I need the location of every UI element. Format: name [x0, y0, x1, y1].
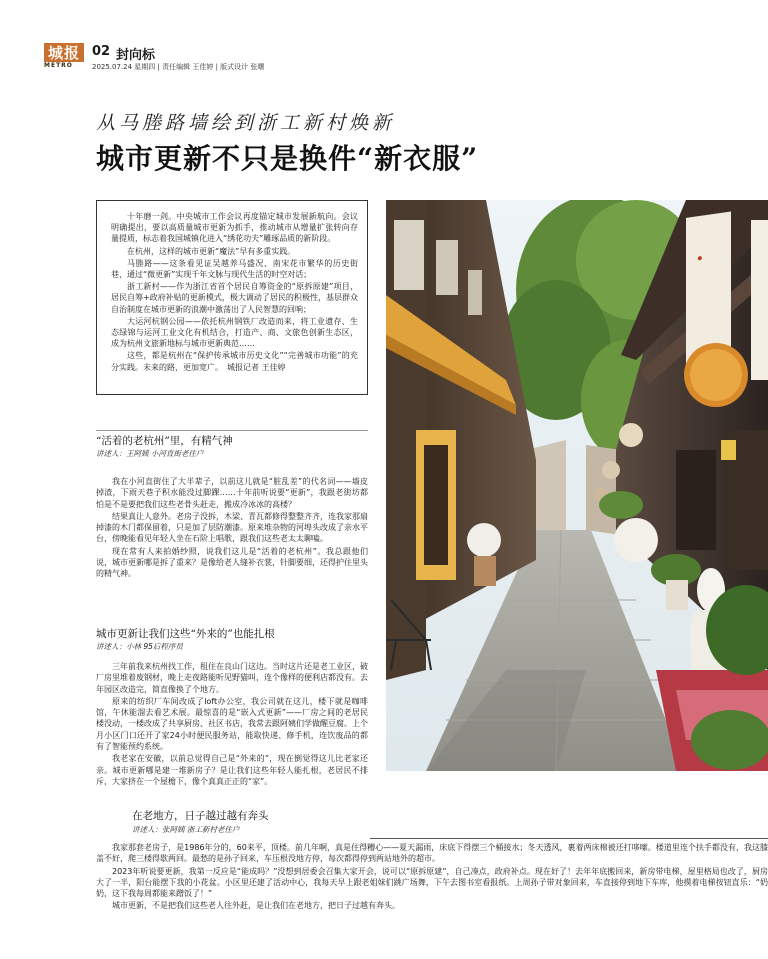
masthead-logo [44, 43, 84, 69]
section3-speaker: 讲述人：张阿姨 浙工新村老住户 [132, 825, 240, 834]
section1-paragraph: 现在常有人来拍婚纱照，说我们这儿是“活着的老杭州”。我总跟他们说，城市更新哪是拆了重来？是像给老人缝补衣裳，针脚要细，还得护住里头的精气神。 [96, 546, 368, 579]
section3-paragraph: 2023年听说要更新，我第一反应是“能成吗？”没想到居委会召集大家开会，说可以“原拆原建”，自己凑点，政府补点。现在好了！去年年底搬回来，新房带电梯，屋里格局也改了，厨房大了一半，阳台能摆下我的小花盆。小区里还建了活动中心，我每天早上跟老姐妹们跳广场舞，下午去图书室看报纸。上周孙子带对象回来，车直接停到地下车库，他摸着电梯按钮直乐：“奶奶，这下我每周都能来蹭饭了！” [96, 866, 768, 899]
logo-text: 城报 [47, 44, 80, 62]
section2-title: 城市更新让我们这些“外来的”也能扎根 [96, 628, 275, 640]
section2-paragraph: 原来的纺织厂车间改成了loft办公室，我公司就在这儿，楼下就是咖啡馆，午休能溜去看艺术展。最惊喜的是“嵌入式更新”——厂房之间的老居民楼没动，一楼改成了共享厨房、社区书店，我常去跟阿姨们学做醒豆腐。上个月小区门口还开了家24小时便民服务站，能取快递、修手机，连饮废品的都有了智能预约系统。 [96, 696, 368, 752]
section1-speaker: 讲述人：王阿姨 小河直街老住户 [96, 449, 204, 458]
kicker-title: 从马塍路墙绘到浙工新村焕新 [96, 112, 396, 134]
street-photo-illustration [386, 200, 768, 771]
section3-rule [370, 838, 768, 839]
issue-line: 2025.07.24 星期四 | 责任编辑 王佳婷 | 版式设计 张曙 [92, 63, 265, 71]
section1-paragraph: 结果真让人意外。老房子没拆，木梁、青瓦都修得整整齐齐，连我家那扇掉漆的木门都保留着，只是加了层防潮漆。原来堆杂物的河埠头改成了亲水平台，傍晚能看见年轻人坐在石阶上唱歌，跟我们这些老太太聊嗑。 [96, 511, 368, 544]
intro-paragraph: 在杭州，这样的城市更新“魔法”早有多重实践。 [127, 246, 296, 256]
intro-paragraph: 浙工新村——作为浙江省首个居民自筹资金的“原拆原建”项目，居民自筹+政府补贴的更新模式，极大调动了居民的积极性，基层群众自治制度在城市更新的浪潮中激荡出了人民智慧的回响； [111, 282, 358, 314]
intro-paragraph: 大运河杭钢公园——依托杭州钢铁厂改造而来，将工业遗存、生态绿锦与运河工业文化有机结合，打造产、商、文旅色创新生态区，成为杭州文旅新地标与城市更新典范…… [111, 316, 358, 349]
section3-title: 在老地方，日子越过越有奔头 [132, 810, 269, 822]
intro-paragraph: 十年磨一剑。中央城市工作会议再度锚定城市发展新航向。会议明确提出，要以高质量城市更新为抓手，推动城市从增量扩张转向存量提质，标志着我国城镇化进入“绣花功夫”雕琢品质的新阶段。 [111, 212, 358, 244]
logo-sub: METRO [44, 62, 84, 69]
headline: 城市更新不只是换件“新衣服” [96, 142, 479, 175]
section2-body [96, 661, 368, 788]
section1-title: “活着的老杭州”里，有精气神 [96, 435, 233, 447]
intro-box [96, 200, 368, 395]
section3-paragraph: 城市更新，不是把我们这些老人往外赶，是让我们在老地方，把日子过越有奔头。 [112, 901, 400, 911]
section1-body [96, 476, 368, 581]
page-number: 02 [92, 44, 111, 59]
section1-paragraph: 我在小河直街住了大半辈子，以前这儿就是“脏乱差”的代名词——墙皮掉渣，下雨天巷子积水能没过脚踝……十年前听说要“更新”，我跟老街坊都怕是不是要把我们这些老骨头赶走，搬成冷冰冰的高楼？ [96, 477, 368, 509]
intro-paragraph: 马塍路——这条看见证吴越养马盛况、南宋花市繁华的历史街巷，通过“微更新”实现千年文脉与现代生活的时空对话； [111, 258, 358, 280]
section-name: 封向标 [116, 48, 156, 63]
intro-paragraph: 这些，都是杭州在“保护传承城市历史文化”“完善城市功能”的充分实践。未来的路，更加宽广。 城报记者 王佳婷 [111, 351, 358, 372]
section3-paragraph: 我家那套老房子，是1986年分的，60来平，顶楼。前几年啊，真是住得糟心——夏天漏雨，床底下得摆三个桶接水；冬天透风，裹着两床棉被还打哆嗦。楼道里连个扶手都没有，我这膝盖不好，爬三楼得歇两回。最愁的是孙子回来，车压根没地方停，每次都得停到两站地外的超市。 [96, 843, 768, 864]
section3-body [96, 842, 768, 913]
street-photo [386, 200, 768, 771]
section2-paragraph: 三年前我来杭州找工作，租住在良山门这边。当时这片还是老工业区，破厂房里堆着废钢材，晚上走夜路能听见野猫叫，连个像样的便利店都没有。去年园区改造完，简直像换了个地方。 [96, 662, 368, 694]
shop-sign-text: · [696, 245, 704, 273]
section-divider [96, 430, 368, 431]
section2-paragraph: 我老家在安徽，以前总觉得自己是“外来的”，现在倒觉得这儿比老家还亲。城市更新哪是建一堆新房子？是让我们这些年轻人能扎根，老居民不排斥，大家挤在一个屋檐下，像个真真正正的“家”。 [96, 754, 368, 786]
section2-speaker: 讲述人：小林 95后程序员 [96, 642, 183, 651]
